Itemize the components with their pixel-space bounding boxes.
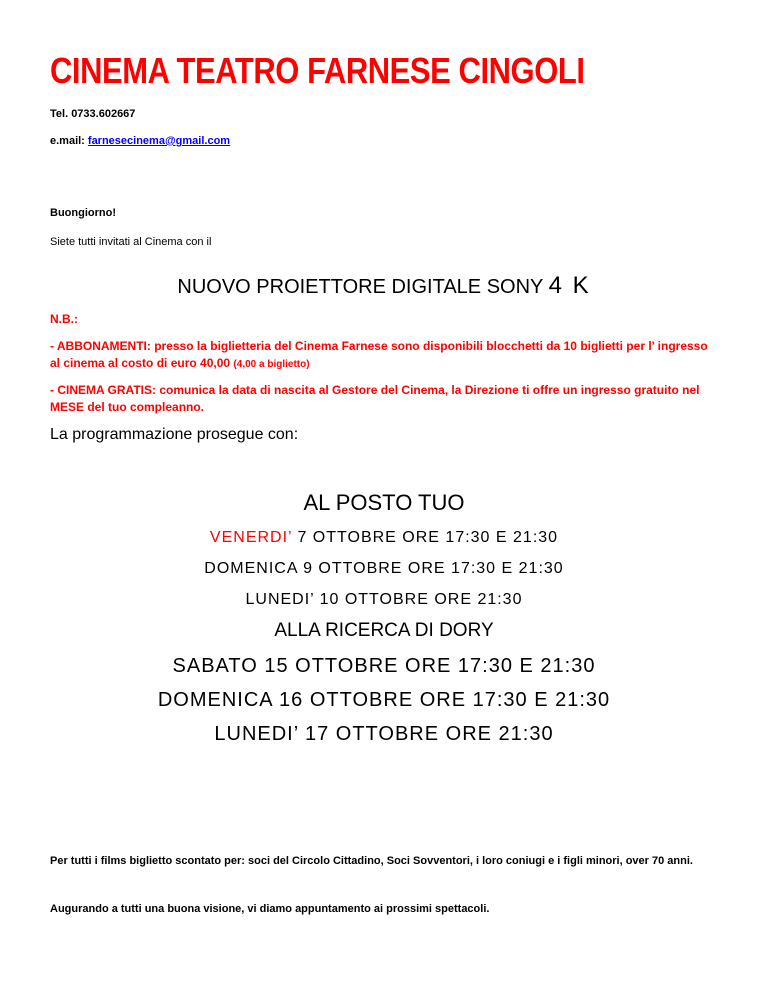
- cinema-title: CINEMA TEATRO FARNESE CINGOLI: [50, 50, 585, 91]
- projector-text: NUOVO PROIETTORE DIGITALE SONY: [177, 276, 544, 298]
- program-intro: La programmazione prosegue con:: [50, 426, 299, 443]
- projector-heading: [0, 272, 768, 300]
- abbonamenti-price-note: (4,00 a biglietto): [233, 359, 310, 370]
- movie1-day1-word: VENERDI’: [209, 529, 293, 546]
- movie2-showtime-1: SABATO 15 OTTOBRE ORE 17:30 E 21:30: [172, 655, 596, 677]
- email-line: [50, 135, 230, 147]
- discount-note: Per tutti i films biglietto scontato per: soci del Circolo Cittadino, Soci Sovventori, i loro coniugi e i figli minori, over 70 anni.: [50, 855, 693, 867]
- greeting: Buongiorno!: [50, 207, 116, 219]
- movie1-showtime-3: LUNEDI’ 10 OTTOBRE ORE 21:30: [245, 591, 523, 608]
- movie2-title: ALLA RICERCA DI DORY: [274, 620, 494, 641]
- gratis-note: - CINEMA GRATIS: comunica la data di nascita al Gestore del Cinema, la Direzione ti offre un ingresso gratuito nel MESE del tuo compleanno.: [50, 383, 700, 414]
- closing-note: Augurando a tutti una buona visione, vi diamo appuntamento ai prossimi spettacoli.: [50, 903, 490, 915]
- movie1-showtime-1: [0, 529, 768, 547]
- movie1-day1-rest: 7 OTTOBRE ORE 17:30 E 21:30: [292, 529, 559, 546]
- movie1-title: AL POSTO TUO: [303, 490, 465, 515]
- projector-4k: 4 K: [548, 272, 591, 299]
- abbonamenti-note: [50, 338, 720, 373]
- movie1-showtime-2: DOMENICA 9 OTTOBRE ORE 17:30 E 21:30: [204, 560, 564, 577]
- phone-number: Tel. 0733.602667: [50, 108, 136, 120]
- invite-text: Siete tutti invitati al Cinema con il: [50, 236, 212, 248]
- abbonamenti-text: - ABBONAMENTI: presso la biglietteria del Cinema Farnese sono disponibili blocchetti da 10 biglietti per l’ ingresso al cinema al costo di euro 40,00: [50, 339, 708, 370]
- email-link[interactable]: farnesecinema@gmail.com: [87, 135, 231, 147]
- movie2-showtime-2: DOMENICA 16 OTTOBRE ORE 17:30 E 21:30: [157, 689, 611, 711]
- movie2-showtime-3: LUNEDI’ 17 OTTOBRE ORE 21:30: [214, 723, 554, 745]
- email-label: e.mail:: [50, 135, 88, 147]
- nb-label: N.B.:: [50, 312, 78, 326]
